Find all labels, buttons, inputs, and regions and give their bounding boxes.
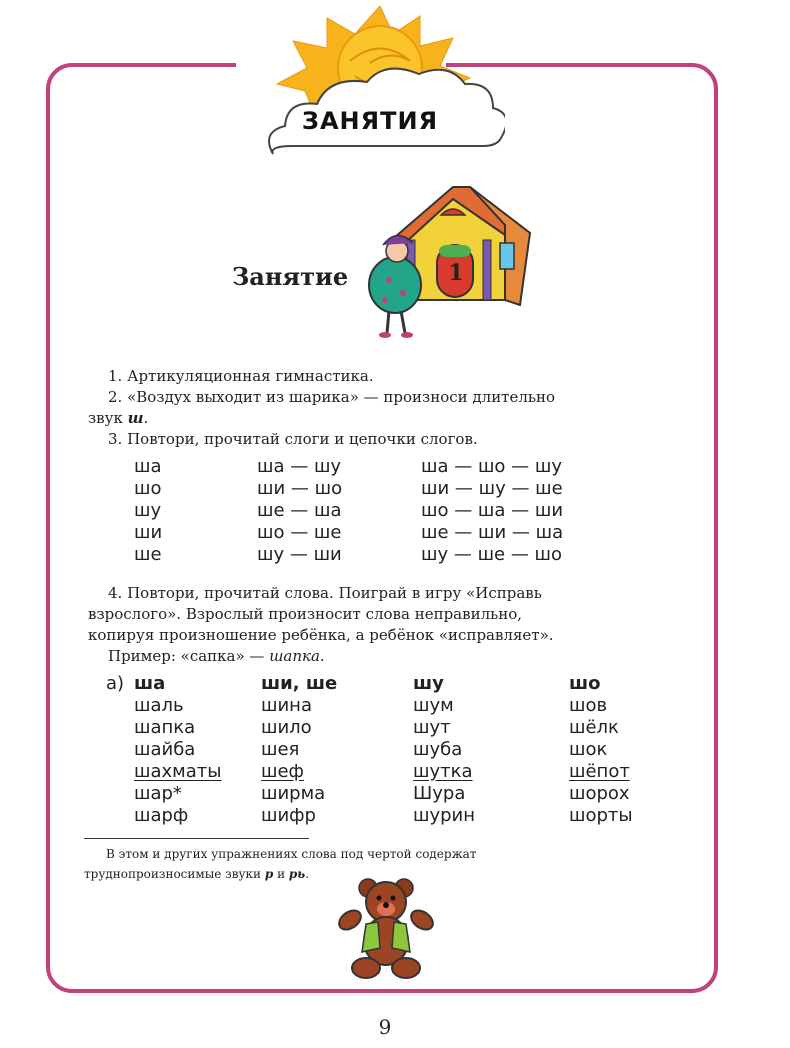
footnote-line1: В этом и других упражнениях слова под чертой содержат [106,847,477,861]
syllable-chain: ши — шу — ше [421,478,563,499]
words-label: а) [106,673,125,694]
instruction-3: 3. Повтори, прочитай слоги и цепочки слогов. [108,430,478,448]
example-prefix: Пример: «сапка» — [108,647,270,665]
word: шов [569,695,608,716]
words-column-header: ша [134,673,166,694]
words-col-sha [134,673,221,827]
word: шок [569,739,608,760]
word: шум [413,695,454,716]
syllable-chain: ше — ши — ша [421,522,564,543]
words-col-shu [413,673,475,827]
syllable: шу [134,500,162,521]
word: Шура [413,783,466,804]
words-column-header: шо [569,673,601,694]
word: шайба [134,739,196,760]
word: шарф [134,805,189,826]
words-col-shi-she [261,673,337,827]
word: шут [413,717,451,738]
instruction-1: 1. Артикуляционная гимнастика. [108,367,374,385]
header-title: ЗАНЯТИЯ [301,107,439,135]
syllable-chain: ша — шо — шу [421,456,562,477]
lesson-number: 1 [448,260,464,286]
syllable-pair: шу — ши [257,544,342,565]
syllable-pair: ша — шу [257,456,342,477]
syllable-chain: шо — ша — ши [421,500,564,521]
word: шеф [261,761,304,782]
syllables-col-2 [257,456,342,566]
word: шутка [413,761,473,782]
word: шорты [569,805,633,826]
syllable-pair: ше — ша [257,500,342,521]
syllable-pair: шо — ше [257,522,342,543]
task-4-block [88,583,628,667]
footnote-prefix: труднопроизносимые звуки [84,867,265,881]
word: шахматы [134,761,222,782]
task-4-example [88,646,628,667]
task-4-line2: взрослого». Взрослый произносит слова неправильно, [88,605,523,623]
instruction-2-line2 [88,408,608,429]
sun-cloud-icon [255,6,505,176]
instruction-2-line1: 2. «Воздух выходит из шарика» — произноси длительно [108,388,556,406]
instruction-2-sound: ш [127,409,144,427]
instructions-block [88,366,608,450]
words-col-sho [569,673,633,827]
syllable: ше [134,544,162,565]
footnote-conj: и [273,867,289,881]
word: шар* [134,783,182,804]
word: шея [261,739,300,760]
word: шифр [261,805,316,826]
word: шаль [134,695,184,716]
word: шурин [413,805,476,826]
words-column-header: ши, ше [261,673,338,694]
teddy-bear-icon [336,876,436,981]
word: шуба [413,739,463,760]
word: шапка [134,717,196,738]
word: шило [261,717,312,738]
footnote-sound-rj: рь [288,867,306,881]
syllable: шо [134,478,162,499]
instruction-2-prefix: звук [88,409,128,427]
word: шёлк [569,717,619,738]
syllables-col-1 [134,456,162,566]
syllable: ши [134,522,163,543]
word: шорох [569,783,630,804]
word: шёпот [569,761,630,782]
footnote-rule [84,838,309,839]
footnote-suffix: . [305,867,310,881]
instruction-2-suffix: . [143,409,149,427]
page-number: 9 [378,1015,392,1039]
example-suffix: . [319,647,325,665]
syllables-col-3 [421,456,563,566]
word: шина [261,695,312,716]
words-column-header: шу [413,673,444,694]
footnote-sound-r: р [264,867,274,881]
word: ширма [261,783,326,804]
syllable-pair: ши — шо [257,478,343,499]
task-4-line1: 4. Повтори, прочитай слова. Поиграй в игру «Исправь [108,584,542,602]
lesson-title: Занятие [232,262,349,291]
syllable: ша [134,456,162,477]
syllable-chain: шу — ше — шо [421,544,563,565]
example-word: шапка [269,647,320,665]
task-4-line3: копируя произношение ребёнка, а ребёнок «исправляет». [88,626,554,644]
